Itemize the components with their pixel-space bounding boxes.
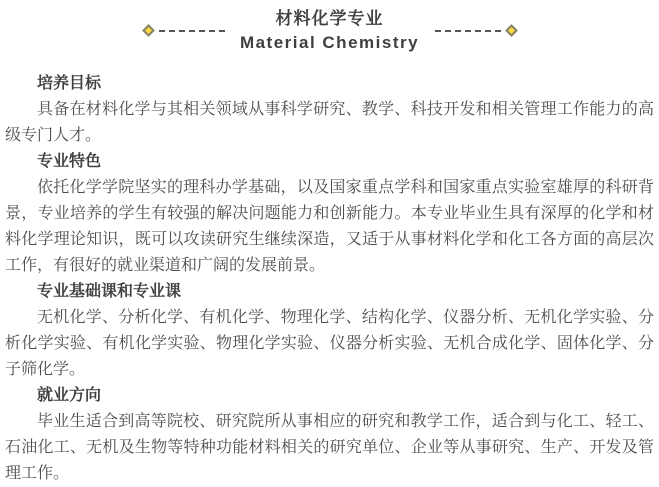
page-subtitle: Material Chemistry (239, 33, 420, 52)
right-decoration (435, 26, 516, 35)
diamond-icon (505, 24, 518, 37)
left-decoration (144, 26, 225, 35)
section-heading: 专业特色 (37, 153, 102, 170)
page-title: 材料化学专业 (275, 9, 384, 28)
dashed-divider (435, 30, 501, 32)
document-header (0, 0, 659, 55)
section-body: 无机化学、分析化学、有机化学、物理化学、结构化学、仪器分析、无机化学实验、分析化学实验、有机化学实验、物理化学实验、仪器分析实验、无机合成化学、固体化学、分子筛化学。 (5, 309, 654, 378)
dashed-divider (159, 30, 225, 32)
title-block (234, 6, 426, 55)
section-body: 毕业生适合到高等院校、研究院所从事相应的研究和教学工作，适合到与化工、轻工、石油化工、无机及生物等特种功能材料相关的研究单位、企业等从事研究、生产、开发及管理工作。 (5, 413, 654, 482)
section-heading: 专业基础课和专业课 (37, 283, 182, 300)
section-major-features (5, 149, 654, 279)
section-employment (5, 383, 654, 487)
section-heading: 就业方向 (37, 387, 102, 404)
section-body: 具备在材料化学与其相关领域从事科学研究、教学、科技开发和相关管理工作能力的高级专门人才。 (5, 101, 654, 144)
section-training-goal (5, 71, 654, 149)
diamond-icon (142, 24, 155, 37)
section-body: 依托化学学院坚实的理科办学基础，以及国家重点学科和国家重点实验室雄厚的科研背景，专业培养的学生有较强的解决问题能力和创新能力。本专业毕业生具有深厚的化学和材料化学理论知识，既可以攻读研究生继续深造，又适于从事材料化学和化工各方面的高层次工作，有很好的就业渠道和广阔的发展前景。 (5, 179, 654, 274)
document-content (0, 71, 659, 487)
section-heading: 培养目标 (37, 75, 102, 92)
section-courses (5, 279, 654, 383)
